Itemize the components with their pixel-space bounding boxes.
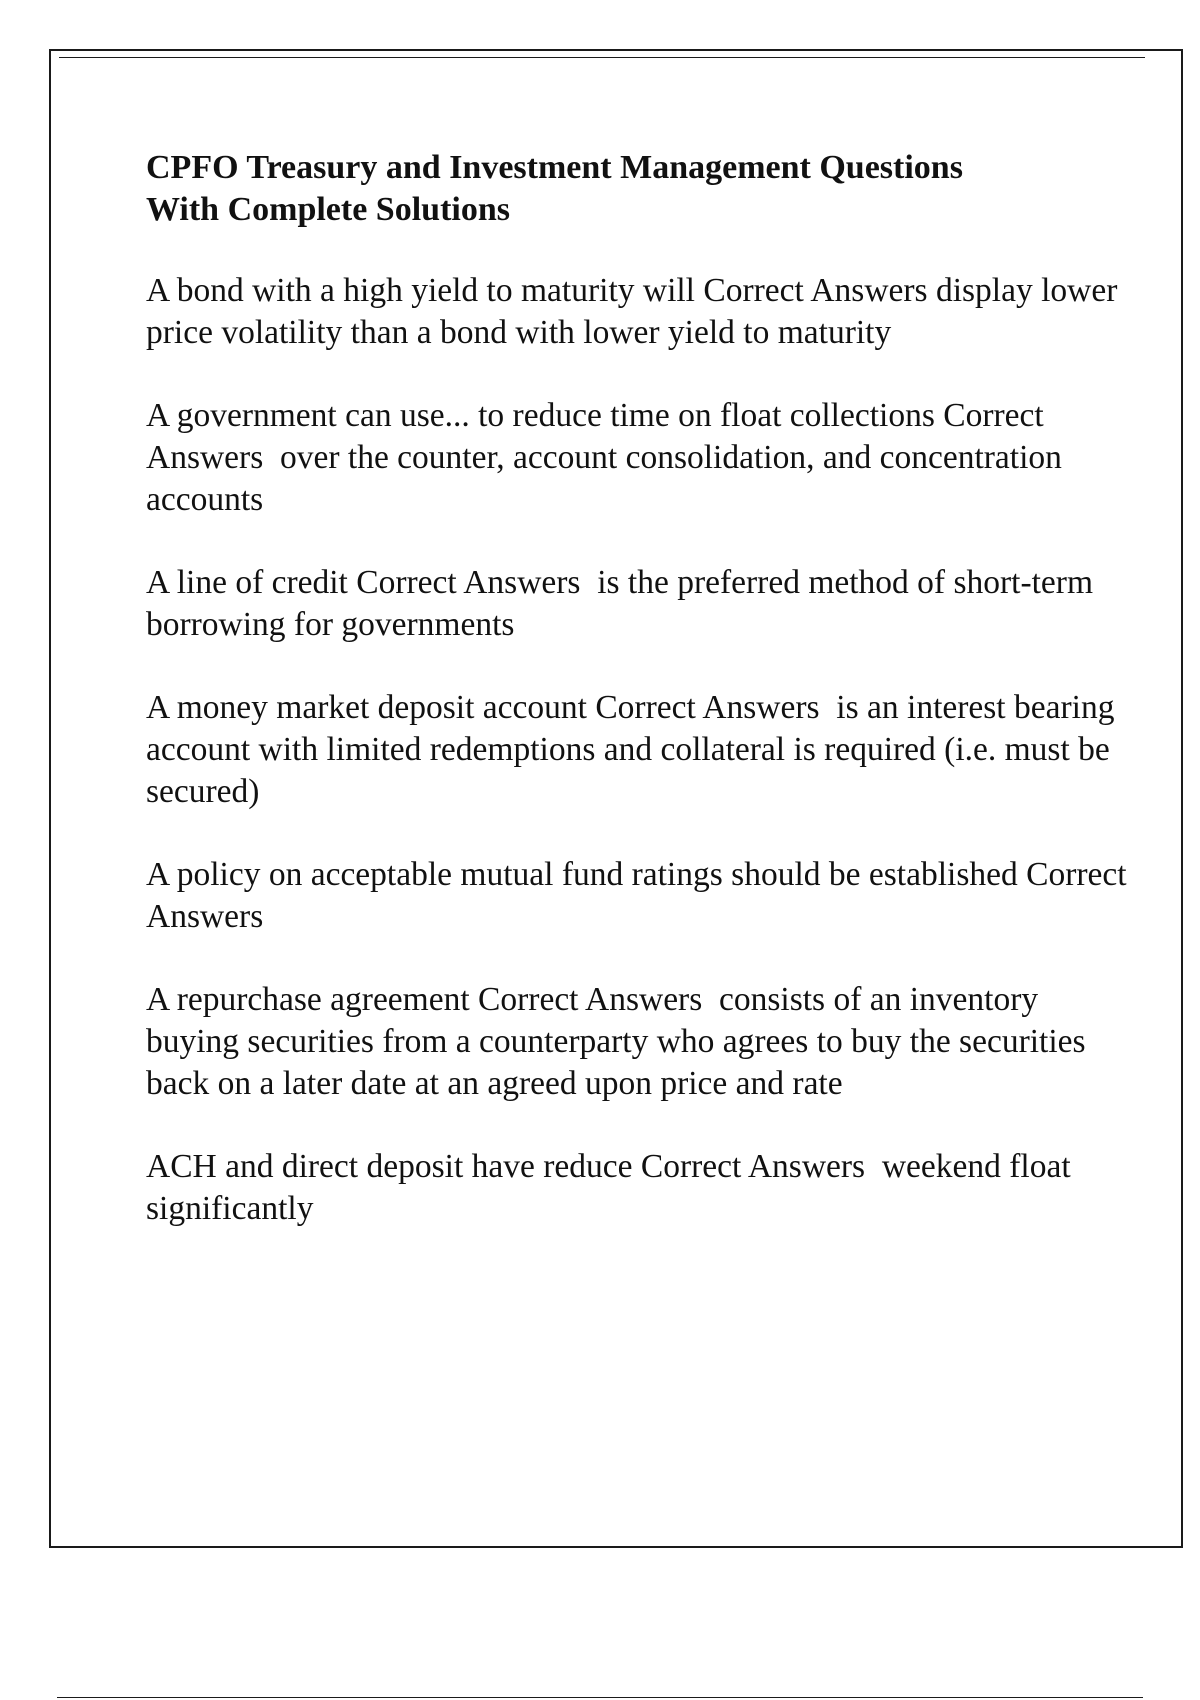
document-title-line1: CPFO Treasury and Investment Management Questions <box>146 149 963 186</box>
qa-list <box>146 270 1136 1230</box>
qa-item: A repurchase agreement Correct Answers consists of an inventory buying securities from a counterparty who agrees to buy the securities back on a later date at an agreed upon price and rate <box>146 981 1094 1102</box>
document-content <box>146 147 1136 1271</box>
page-frame <box>49 49 1183 1548</box>
qa-item: A money market deposit account Correct Answers is an interest bearing account with limited redemptions and collateral is required (i.e. must be secured) <box>146 689 1123 810</box>
qa-item: A government can use... to reduce time on float collections Correct Answers over the counter, account consolidation, and concentration accounts <box>146 397 1071 518</box>
document-title <box>146 147 1136 231</box>
qa-item: A bond with a high yield to maturity will Correct Answers display lower price volatility than a bond with lower yield to maturity <box>146 272 1126 351</box>
qa-item: ACH and direct deposit have reduce Correct Answers weekend float significantly <box>146 1148 1080 1227</box>
qa-item: A line of credit Correct Answers is the preferred method of short-term borrowing for governments <box>146 564 1102 643</box>
top-rule <box>59 57 1145 58</box>
document-title-line2: With Complete Solutions <box>146 191 510 228</box>
qa-item: A policy on acceptable mutual fund ratings should be established Correct Answers <box>146 856 1134 935</box>
bottom-rule <box>57 1697 1143 1698</box>
